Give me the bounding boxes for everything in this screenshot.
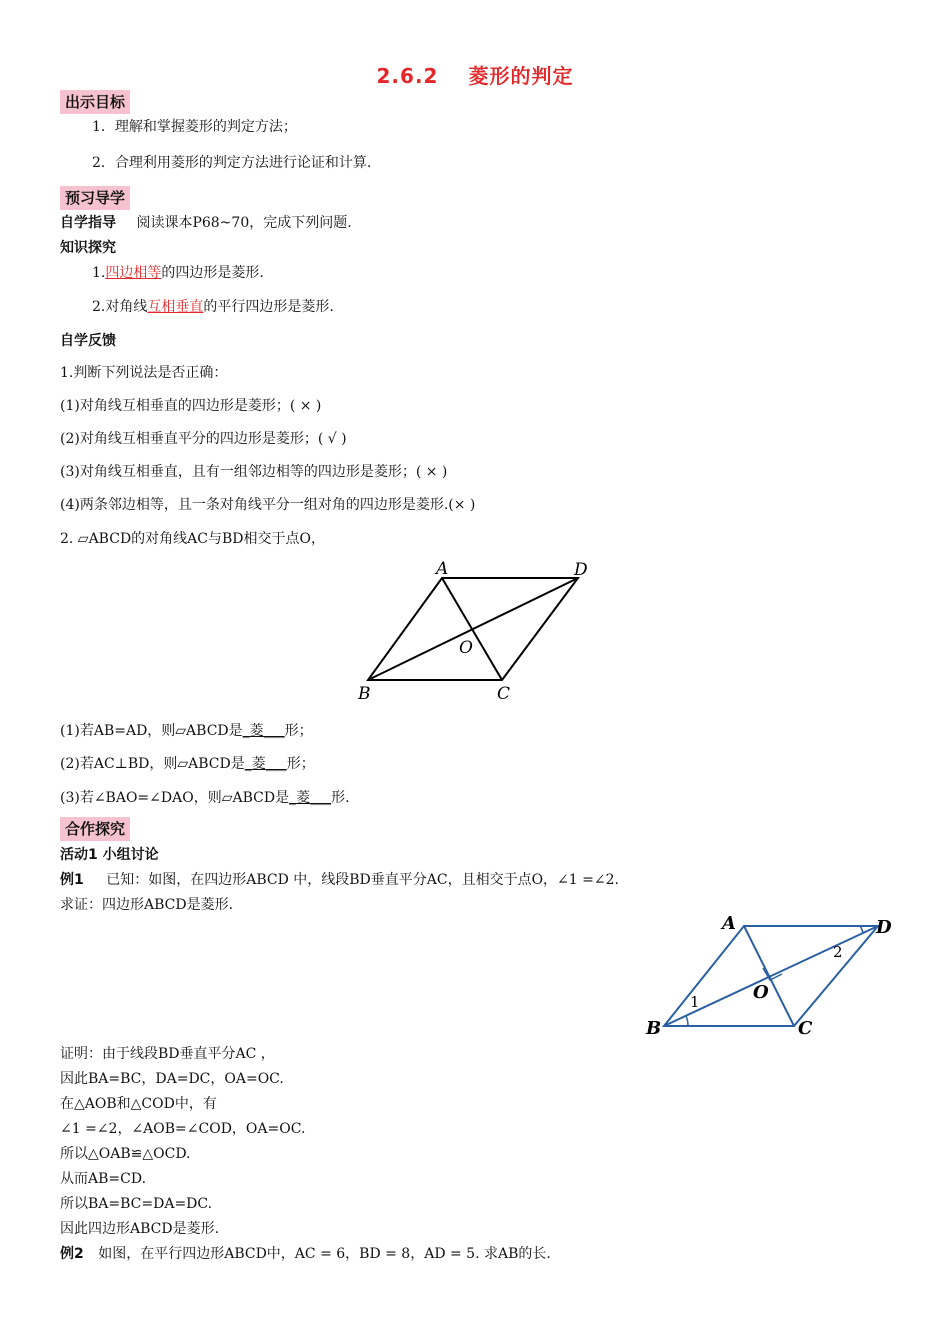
example-1-goal: 求证：四边形ABCD是菱形. xyxy=(60,897,234,913)
example-2-statement xyxy=(60,1243,551,1263)
guide-label: 自学指导 xyxy=(60,215,116,231)
section-title: 菱形的判定 xyxy=(468,64,574,88)
q2-item-1-answer-text: 菱 xyxy=(249,723,264,739)
q2-item-1-pre: (1)若AB=AD，则▱ABCD是 xyxy=(60,723,243,739)
q1-item-3: (3)对角线互相垂直，且有一组邻边相等的四边形是菱形；( × ) xyxy=(60,464,448,480)
page-title xyxy=(0,60,950,89)
proof-line-5: 所以△OAB≌△OCD. xyxy=(60,1146,191,1162)
q1-intro: 1.判断下列说法是否正确： xyxy=(60,365,228,381)
center-label-o: O xyxy=(459,638,473,658)
vertex-label-d: D xyxy=(876,917,892,938)
center-label-o: O xyxy=(753,982,769,1003)
k1-answer: 四边相等 xyxy=(105,265,162,281)
knowledge-item-2 xyxy=(92,296,334,316)
angle-2-label: 2 xyxy=(833,943,843,961)
example-1-label: 例1 xyxy=(60,872,84,888)
example-1-text: 已知：如图，在四边形ABCD 中，线段BD垂直平分AC，且相交于点O，∠1 =∠2. xyxy=(106,872,619,888)
vertex-label-b: B xyxy=(358,684,371,704)
q2-item-3 xyxy=(60,787,350,807)
q1-item-2: (2)对角线互相垂直平分的四边形是菱形；( √ ) xyxy=(60,431,347,447)
vertex-label-a: A xyxy=(436,559,449,579)
q2-item-1 xyxy=(60,720,313,740)
angle-2-arc xyxy=(860,926,863,933)
example-2-label: 例2 xyxy=(60,1246,84,1262)
q1-item-1: (1)对角线互相垂直的四边形是菱形；( × ) xyxy=(60,398,322,414)
feedback-label: 自学反馈 xyxy=(60,333,116,349)
q2-item-3-pre: (3)若∠BAO=∠DAO，则▱ABCD是 xyxy=(60,790,290,806)
q2-item-1-post: 形； xyxy=(284,723,313,739)
guide-text: 阅读课本P68~70，完成下列问题. xyxy=(136,215,352,231)
vertex-label-c: C xyxy=(798,1018,813,1039)
angle-1-label: 1 xyxy=(690,993,700,1011)
segment-bd xyxy=(664,926,878,1026)
q2-item-3-answer: _菱___ xyxy=(289,790,332,806)
proof-line-1: 证明：由于线段BD垂直平分AC ， xyxy=(60,1046,275,1062)
proof-line-7: 所以BA=BC=DA=DC. xyxy=(60,1196,213,1212)
quadrilateral-figure-2 xyxy=(640,906,900,1046)
vertex-label-d: D xyxy=(574,560,588,580)
q2-item-2-post: 形； xyxy=(286,756,315,772)
q2-intro: 2. ▱ABCD的对角线AC与BD相交于点O， xyxy=(60,531,325,547)
q2-item-2-pre: (2)若AC⊥BD，则▱ABCD是 xyxy=(60,756,245,772)
vertex-label-a: A xyxy=(722,913,736,934)
self-study-guide xyxy=(60,212,352,232)
k2-answer: 互相垂直 xyxy=(147,299,204,315)
objective-item-1: 1．理解和掌握菱形的判定方法； xyxy=(92,119,297,135)
diagonal-bd xyxy=(368,578,578,680)
vertex-label-b: B xyxy=(646,1018,662,1039)
parallelogram-figure-1 xyxy=(350,556,600,706)
proof-line-2: 因此BA=BC，DA=DC，OA=OC. xyxy=(60,1071,284,1087)
proof-line-4: ∠1 =∠2，∠AOB=∠COD，OA=OC. xyxy=(60,1121,306,1137)
q2-item-3-answer-text: 菱 xyxy=(296,790,311,806)
k1-prefix: 1. xyxy=(92,265,106,281)
knowledge-label: 知识探究 xyxy=(60,240,116,256)
k1-suffix: 的四边形是菱形. xyxy=(161,265,264,281)
proof-line-3: 在△AOB和△COD中，有 xyxy=(60,1096,217,1112)
objective-item-2: 2．合理利用菱形的判定方法进行论证和计算. xyxy=(92,155,372,171)
angle-1-arc xyxy=(686,1016,688,1026)
k2-suffix: 的平行四边形是菱形. xyxy=(203,299,334,315)
q2-item-1-answer: _菱___ xyxy=(242,723,285,739)
knowledge-item-1 xyxy=(92,262,264,282)
q2-item-2-answer: _菱___ xyxy=(244,756,287,772)
activity-label: 活动1 小组讨论 xyxy=(60,847,159,863)
q1-item-4: (4)两条邻边相等，且一条对角线平分一组对角的四边形是菱形.(× ) xyxy=(60,497,476,513)
preview-badge: 预习导学 xyxy=(60,186,130,210)
section-number: 2.6.2 xyxy=(376,64,439,88)
q2-item-3-post: 形. xyxy=(331,790,350,806)
proof-line-8: 因此四边形ABCD是菱形. xyxy=(60,1221,220,1237)
proof-line-6: 从而AB=CD. xyxy=(60,1171,147,1187)
k2-prefix: 2.对角线 xyxy=(92,299,148,315)
example-2-text: 如图，在平行四边形ABCD中，AC = 6，BD = 8，AD = 5. 求AB的长. xyxy=(98,1246,551,1262)
cooperate-badge: 合作探究 xyxy=(60,817,130,841)
q2-item-2-answer-text: 菱 xyxy=(251,756,266,772)
vertex-label-c: C xyxy=(497,684,511,704)
q2-item-2 xyxy=(60,753,315,773)
objectives-badge: 出示目标 xyxy=(60,90,130,114)
example-1-statement xyxy=(60,869,619,889)
